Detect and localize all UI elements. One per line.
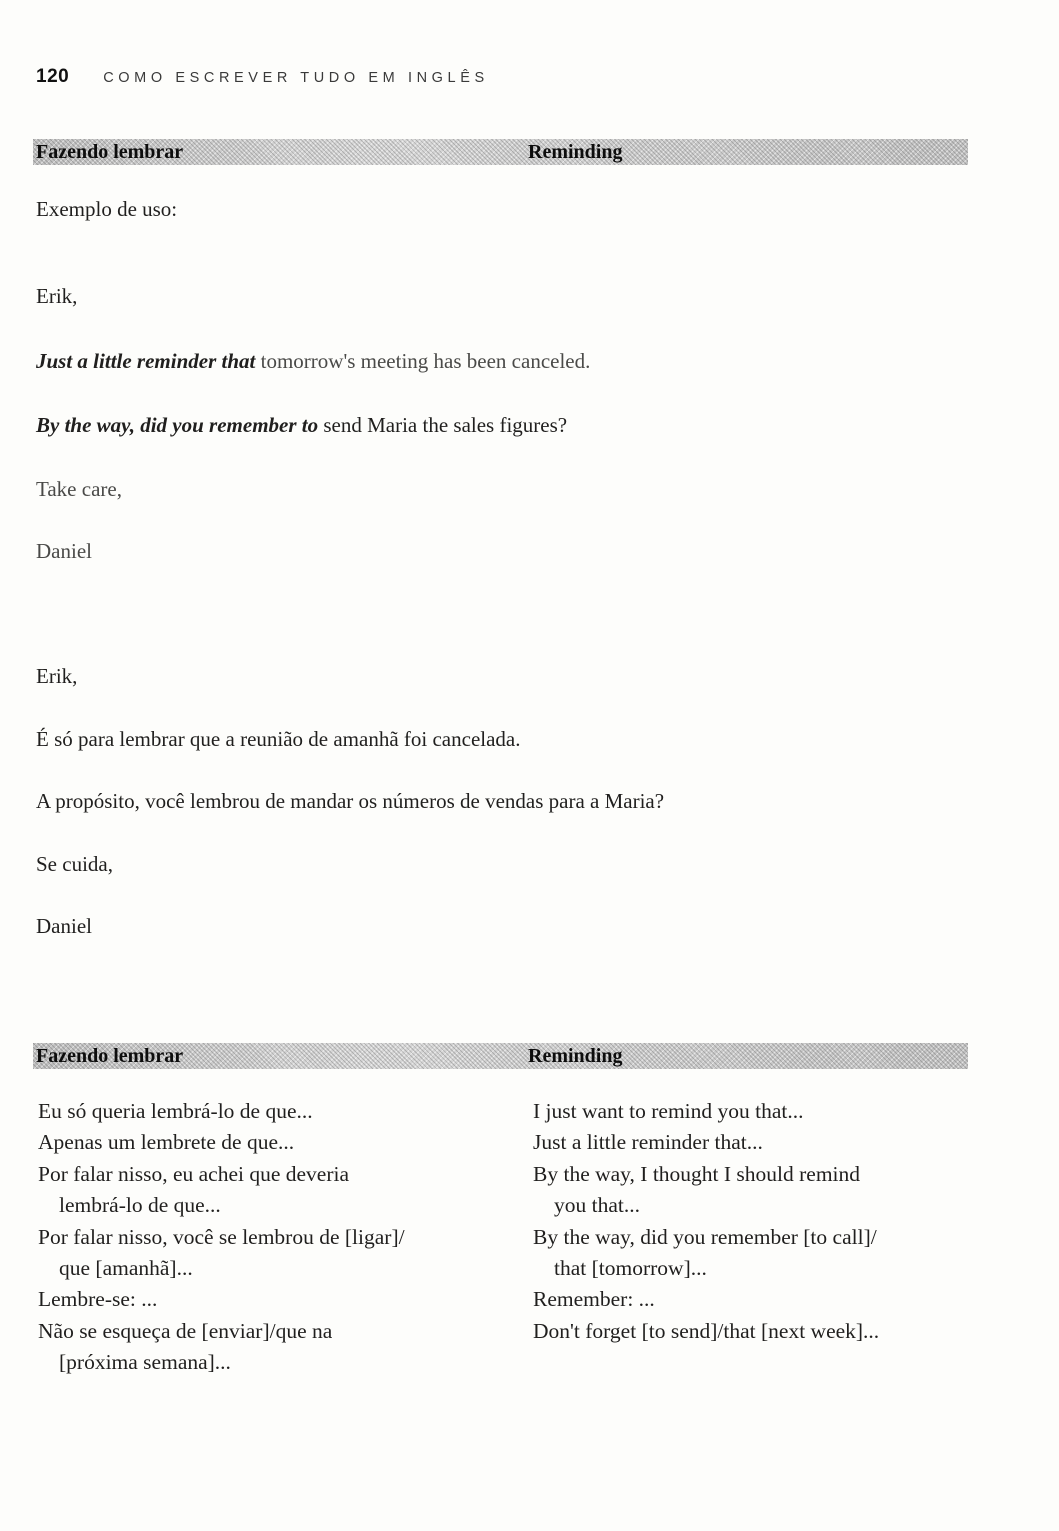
- phrase-line: By the way, I thought I should remind: [533, 1161, 861, 1186]
- phrase-line: Just a little reminder that...: [533, 1130, 763, 1155]
- running-head: [36, 66, 489, 88]
- phrase-line: Apenas um lembrete de que...: [38, 1130, 295, 1155]
- phrase-line: that [tomorrow]...: [554, 1256, 707, 1281]
- email-pt-closing: Se cuida,: [36, 852, 113, 876]
- email-en-line1-rest: tomorrow's meeting has been canceled.: [255, 349, 591, 373]
- email-en-line1-lead: Just a little reminder that: [36, 349, 256, 373]
- email-en-line2-lead: By the way, did you remember to: [36, 413, 319, 437]
- phrase-line: Remember: ...: [533, 1287, 655, 1312]
- email-en-salutation: Erik,: [36, 284, 78, 308]
- email-pt-signature: Daniel: [36, 914, 92, 938]
- section-header-bar-2: [33, 1043, 968, 1069]
- phrase-line: you that...: [554, 1193, 640, 1218]
- phrase-line: que [amanhã]...: [59, 1256, 193, 1281]
- email-pt-line1: É só para lembrar que a reunião de amanhã foi cancelada.: [36, 727, 521, 751]
- phrase-line: Eu só queria lembrá-lo de que...: [38, 1099, 313, 1123]
- email-en-signature: Daniel: [36, 539, 92, 563]
- phrase-line: Don't forget [to send]/that [next week]...: [533, 1318, 880, 1343]
- email-pt-line2: A propósito, você lembrou de mandar os números de vendas para a Maria?: [36, 789, 665, 813]
- email-en-line1: [36, 348, 590, 375]
- section-header-bar-1: [33, 139, 968, 165]
- example-intro: Exemplo de uso:: [36, 197, 178, 221]
- phrase-list-english: [533, 1096, 1025, 1347]
- email-en-line2: [36, 412, 567, 439]
- phrase-line: Por falar nisso, eu achei que deveria: [38, 1161, 350, 1186]
- phrase-list-portuguese: [38, 1096, 530, 1379]
- phrase-line: By the way, did you remember [to call]/: [533, 1224, 877, 1249]
- phrase-line: Não se esqueça de [enviar]/que na: [38, 1318, 333, 1343]
- email-en-closing: Take care,: [36, 477, 122, 501]
- email-en-line2-rest: send Maria the sales figures?: [318, 413, 568, 437]
- section1-title-portuguese: Fazendo lembrar: [36, 141, 184, 163]
- section2-title-portuguese: Fazendo lembrar: [36, 1045, 184, 1067]
- section1-title-english: Reminding: [528, 141, 623, 163]
- section2-title-english: Reminding: [528, 1045, 623, 1067]
- email-pt-salutation: Erik,: [36, 664, 78, 688]
- phrase-line: Lembre-se: ...: [38, 1287, 158, 1312]
- running-title: COMO ESCREVER TUDO EM INGLÊS: [103, 70, 489, 86]
- phrase-line: [próxima semana]...: [59, 1350, 231, 1375]
- phrase-line: I just want to remind you that...: [533, 1099, 804, 1123]
- phrase-line: Por falar nisso, você se lembrou de [ligar]/: [38, 1224, 405, 1249]
- phrase-line: lembrá-lo de que...: [59, 1193, 221, 1218]
- page-number: 120: [36, 66, 70, 87]
